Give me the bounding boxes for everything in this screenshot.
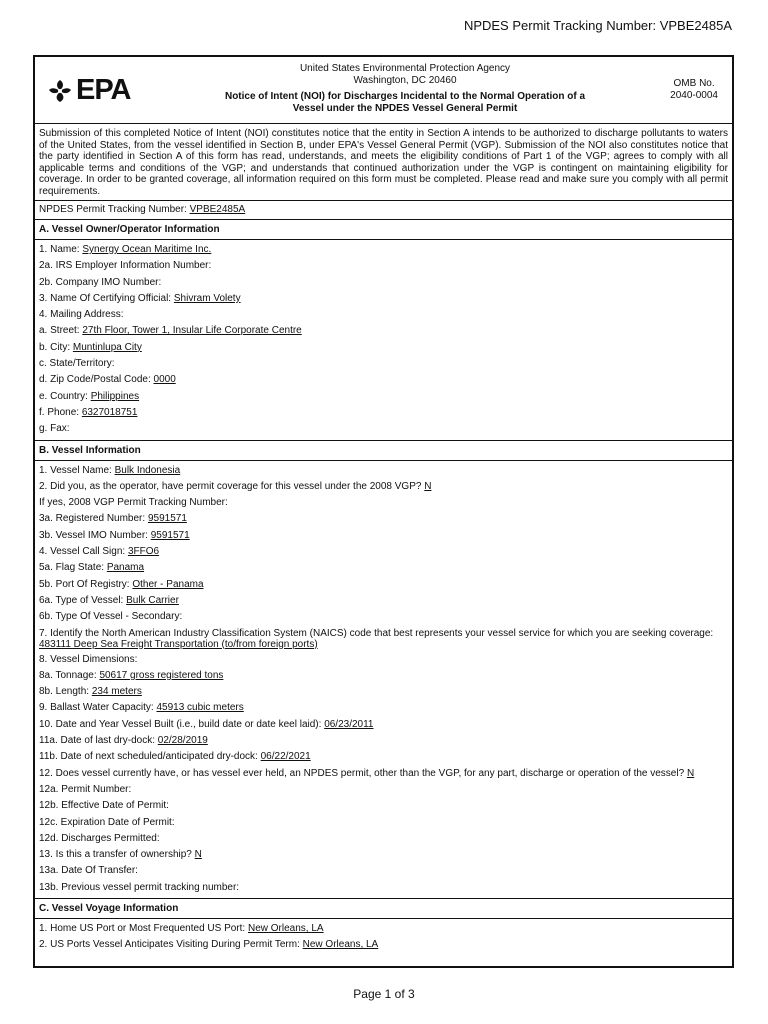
field-row bbox=[35, 372, 732, 388]
field-row bbox=[35, 880, 732, 896]
field-row bbox=[35, 275, 732, 291]
section-title: B. Vessel Information bbox=[35, 441, 732, 461]
agency-location: Washington, DC 20460 bbox=[353, 75, 457, 86]
field-label: 13b. Previous vessel permit tracking number: bbox=[39, 881, 240, 893]
field-label: b. City: bbox=[39, 341, 71, 353]
field-row bbox=[35, 258, 732, 274]
agency-name: United States Environmental Protection Agency bbox=[299, 63, 511, 74]
intro-paragraph: Submission of this completed Notice of Intent (NOI) constitutes notice that the entity in Section A intends to be authorized to discharge pollutants to waters of the United States, from the vessel identified in Section B, under EPA's Vessel General Permit (VGP). Submission of the NOI also constitutes notice that the party identified in Section A of this form has read, understands, and meets the eligibility conditions of Part 1 of the VGP; agrees to comply with all applicable terms and conditions of the VGP; and understands that continued authorization under the VGP is contingent on maintaining eligibility for coverage. In order to be granted coverage, all information required on this form must be completed. Please read and make sure you comply with all permit requirements. bbox=[35, 124, 732, 201]
field-row bbox=[35, 847, 732, 863]
field-row bbox=[35, 323, 732, 339]
field-value: N bbox=[194, 849, 202, 861]
field-row bbox=[35, 421, 732, 437]
field-label: 2. Did you, as the operator, have permit coverage for this vessel under the 2008 VGP? bbox=[39, 480, 422, 492]
field-label: 3b. Vessel IMO Number: bbox=[39, 529, 148, 541]
field-row bbox=[35, 937, 732, 953]
noi-form bbox=[33, 55, 734, 968]
field-row bbox=[35, 652, 732, 668]
field-value: 9591571 bbox=[150, 529, 190, 541]
field-value: 3FFO6 bbox=[127, 546, 160, 558]
tracking-number-value: VPBE2485A bbox=[189, 204, 246, 215]
field-row bbox=[35, 495, 732, 511]
field-value: 27th Floor, Tower 1, Insular Life Corporate Centre bbox=[82, 325, 302, 337]
field-row bbox=[35, 798, 732, 814]
field-value: 9591571 bbox=[147, 513, 187, 525]
field-label: 1. Name: bbox=[39, 244, 80, 255]
field-value: 234 meters bbox=[91, 686, 142, 698]
field-label: f. Phone: bbox=[39, 406, 80, 418]
omb-block bbox=[670, 78, 718, 102]
section-title: A. Vessel Owner/Operator Information bbox=[35, 220, 732, 240]
header-center bbox=[205, 63, 605, 115]
field-label: 2. US Ports Vessel Anticipates Visiting During Permit Term: bbox=[39, 939, 300, 951]
field-row bbox=[35, 340, 732, 356]
field-label: a. Street: bbox=[39, 325, 80, 337]
tracking-number-label: NPDES Permit Tracking Number: bbox=[39, 204, 187, 215]
field-label: 11a. Date of last dry-dock: bbox=[39, 735, 155, 747]
field-label: 13. Is this a transfer of ownership? bbox=[39, 849, 192, 861]
field-value: Other - Panama bbox=[132, 578, 204, 590]
form-header bbox=[35, 57, 732, 124]
field-value: 02/28/2019 bbox=[157, 735, 208, 747]
field-row bbox=[35, 511, 732, 527]
field-label: 10. Date and Year Vessel Built (i.e., build date or date keel laid): bbox=[39, 718, 322, 730]
field-label: 8b. Length: bbox=[39, 686, 90, 698]
field-value: 06/23/2011 bbox=[324, 718, 374, 730]
field-row bbox=[35, 528, 732, 544]
field-value: Philippines bbox=[90, 390, 140, 402]
form-title-line-2: Vessel under the NPDES Vessel General Permit bbox=[292, 103, 518, 114]
field-row bbox=[35, 684, 732, 700]
form-title-line-1: Notice of Intent (NOI) for Discharges Incidental to the Normal Operation of a bbox=[224, 91, 586, 102]
field-label: 5b. Port Of Registry: bbox=[39, 578, 130, 590]
field-row bbox=[35, 463, 732, 479]
field-label: 5a. Flag State: bbox=[39, 562, 105, 574]
field-row bbox=[35, 733, 732, 749]
field-value: 6327018751 bbox=[81, 406, 138, 418]
field-label: 2b. Company IMO Number: bbox=[39, 276, 162, 288]
field-row bbox=[35, 863, 732, 879]
field-row bbox=[35, 544, 732, 560]
section-body bbox=[35, 461, 732, 898]
field-label: d. Zip Code/Postal Code: bbox=[39, 374, 151, 386]
field-row bbox=[35, 815, 732, 831]
field-label: 8a. Tonnage: bbox=[39, 669, 97, 681]
field-value: N bbox=[686, 767, 695, 779]
omb-label: OMB No. bbox=[673, 78, 715, 89]
section-body bbox=[35, 240, 732, 440]
epa-flower-icon bbox=[47, 78, 73, 104]
field-label: If yes, 2008 VGP Permit Tracking Number: bbox=[39, 497, 228, 509]
field-value: Shivram Volety bbox=[173, 292, 241, 304]
field-value: Bulk Indonesia bbox=[114, 464, 181, 476]
field-value: Synergy Ocean Maritime Inc. bbox=[82, 244, 212, 255]
field-row bbox=[35, 749, 732, 765]
field-label: 4. Mailing Address: bbox=[39, 309, 124, 321]
field-label: g. Fax: bbox=[39, 423, 70, 435]
field-row bbox=[35, 356, 732, 372]
field-value: N bbox=[424, 480, 432, 492]
field-row bbox=[35, 831, 732, 847]
field-label: 6b. Type Of Vessel - Secondary: bbox=[39, 611, 183, 623]
field-value: New Orleans, LA bbox=[247, 922, 324, 934]
field-row bbox=[35, 668, 732, 684]
field-label: 8. Vessel Dimensions: bbox=[39, 653, 138, 665]
top-tracking-number: NPDES Permit Tracking Number: VPBE2485A bbox=[463, 18, 732, 33]
form-sections bbox=[35, 220, 732, 956]
field-value: Panama bbox=[106, 562, 145, 574]
field-value: 483111 Deep Sea Freight Transportation (to/from foreign ports) bbox=[39, 638, 318, 650]
field-label: e. Country: bbox=[39, 390, 88, 402]
field-value: Bulk Carrier bbox=[126, 594, 179, 606]
field-label: 9. Ballast Water Capacity: bbox=[39, 702, 154, 714]
field-label: 11b. Date of next scheduled/anticipated dry-dock: bbox=[39, 751, 258, 763]
field-row bbox=[35, 593, 732, 609]
field-row bbox=[35, 405, 732, 421]
section-a bbox=[35, 220, 732, 441]
field-label: 1. Vessel Name: bbox=[39, 464, 112, 476]
field-label: c. State/Territory: bbox=[39, 358, 115, 370]
field-row bbox=[35, 782, 732, 798]
field-row bbox=[35, 766, 732, 782]
field-row bbox=[35, 700, 732, 716]
field-row bbox=[35, 609, 732, 625]
field-row bbox=[35, 717, 732, 733]
field-row bbox=[35, 291, 732, 307]
field-label: 12. Does vessel currently have, or has vessel ever held, an NPDES permit, other than the VGP, for any part, discharge or operation of the vessel? bbox=[39, 767, 685, 779]
field-label: 12b. Effective Date of Permit: bbox=[39, 800, 169, 812]
field-row bbox=[35, 626, 732, 652]
omb-number: 2040-0004 bbox=[670, 90, 718, 101]
field-value: Muntinlupa City bbox=[72, 341, 142, 353]
section-c bbox=[35, 899, 732, 956]
field-row bbox=[35, 389, 732, 405]
field-label: 2a. IRS Employer Information Number: bbox=[39, 260, 212, 272]
field-row bbox=[35, 242, 732, 258]
field-value: 0000 bbox=[153, 374, 176, 386]
field-value: 06/22/2021 bbox=[260, 751, 311, 763]
field-row bbox=[35, 560, 732, 576]
field-label: 4. Vessel Call Sign: bbox=[39, 546, 126, 558]
epa-logo bbox=[47, 76, 130, 105]
field-row bbox=[35, 921, 732, 937]
field-label: 12c. Expiration Date of Permit: bbox=[39, 816, 175, 828]
field-label: 12a. Permit Number: bbox=[39, 783, 132, 795]
field-label: 7. Identify the North American Industry Classification System (NAICS) code that best represents your vessel service for which you are seeking coverage: bbox=[39, 627, 714, 639]
field-label: 12d. Discharges Permitted: bbox=[39, 832, 160, 844]
page-number: Page 1 of 3 bbox=[353, 987, 415, 1001]
tracking-number-row bbox=[35, 201, 732, 220]
field-label: 6a. Type of Vessel: bbox=[39, 594, 124, 606]
field-value: 45913 cubic meters bbox=[156, 702, 244, 714]
field-value: 50617 gross registered tons bbox=[99, 669, 224, 681]
section-title: C. Vessel Voyage Information bbox=[35, 899, 732, 919]
section-b bbox=[35, 441, 732, 899]
field-row bbox=[35, 479, 732, 495]
field-row bbox=[35, 577, 732, 593]
section-body bbox=[35, 919, 732, 956]
field-row bbox=[35, 307, 732, 323]
field-label: 3. Name Of Certifying Official: bbox=[39, 292, 172, 304]
epa-logo-text: EPA bbox=[76, 74, 131, 106]
field-label: 3a. Registered Number: bbox=[39, 513, 146, 525]
field-value: New Orleans, LA bbox=[302, 939, 379, 951]
field-label: 1. Home US Port or Most Frequented US Port: bbox=[39, 922, 246, 934]
field-label: 13a. Date Of Transfer: bbox=[39, 865, 138, 877]
